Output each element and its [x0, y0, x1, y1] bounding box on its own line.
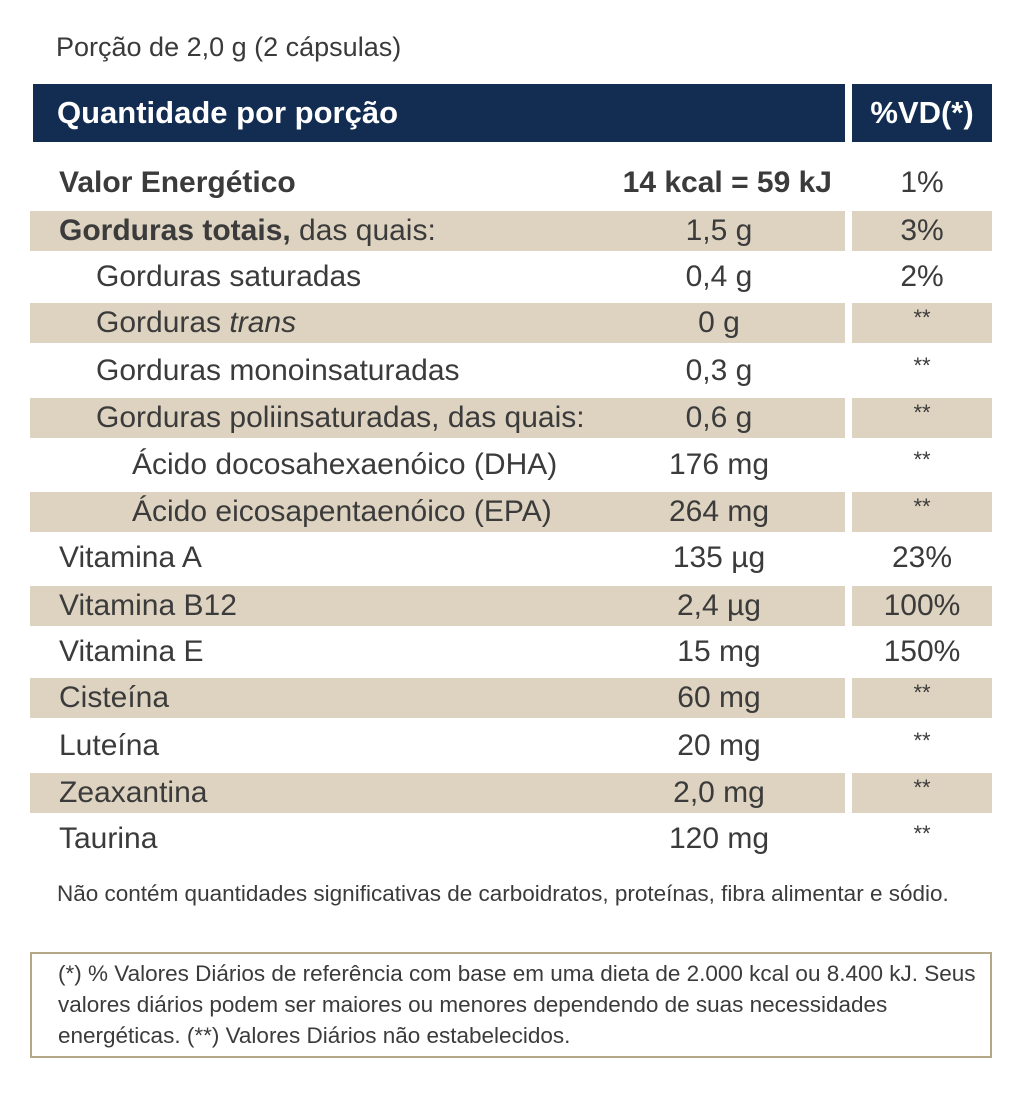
row-name: Valor Energético — [59, 166, 296, 199]
row-name: Zeaxantina — [59, 776, 208, 809]
row-name-rest: das quais: — [290, 214, 436, 247]
header-vd-label: %VD(*) — [870, 95, 974, 130]
header-vd — [852, 84, 992, 142]
row-name-italic: trans — [229, 306, 297, 339]
table-row-monounsaturated — [0, 351, 1024, 398]
row-name: Vitamina A — [59, 541, 202, 574]
row-vd: 23% — [891, 541, 953, 574]
row-qty: 14 kcal = 59 kJ — [622, 166, 832, 199]
footnote-box — [30, 952, 992, 1058]
row-vd: ** — [913, 821, 931, 846]
row-vd: ** — [913, 680, 931, 705]
table-row-polyunsaturated — [0, 398, 1024, 445]
row-name: Vitamina B12 — [59, 589, 237, 622]
row-qty: 1,5 g — [685, 214, 753, 247]
row-vd: ** — [913, 447, 931, 472]
table-row-trans-fat — [0, 303, 1024, 350]
header-quantity-label: Quantidade por porção — [57, 95, 399, 130]
table-row-vitamin-b12 — [0, 586, 1024, 633]
row-vd: 3% — [900, 214, 944, 247]
table-row-epa — [0, 492, 1024, 539]
row-name-plain: Gorduras — [96, 306, 230, 339]
header-quantity — [33, 84, 845, 142]
not-significant-note: Não contém quantidades significativas de carboidratos, proteínas, fibra alimentar e sódio. — [57, 881, 949, 906]
row-name: Ácido docosahexaenóico (DHA) — [132, 448, 558, 481]
row-vd: ** — [913, 353, 931, 378]
row-name-bold: Gorduras totais, — [59, 214, 291, 247]
row-name: Taurina — [59, 822, 158, 855]
row-name: Vitamina E — [59, 635, 204, 668]
row-name — [96, 303, 296, 343]
row-vd: 100% — [883, 589, 961, 622]
table-row-taurine — [0, 819, 1024, 866]
row-qty: 2,0 mg — [673, 776, 765, 809]
row-vd: 1% — [900, 166, 944, 199]
footnote-text: (*) % Valores Diários de referência com base em uma dieta de 2.000 kcal ou 8.400 kJ. Seus valores diários podem ser maiores ou menores dependendo de suas necessidades energéticas. (**) Valores Diários não estabelecidos. — [58, 961, 976, 1048]
row-qty: 20 mg — [677, 729, 761, 762]
table-row-vitamin-a — [0, 538, 1024, 585]
row-qty: 2,4 µg — [676, 589, 761, 622]
row-qty: 0 g — [698, 306, 740, 339]
table-row-total-fat — [0, 211, 1024, 258]
table-row-lutein — [0, 726, 1024, 773]
row-qty: 120 mg — [668, 822, 770, 855]
row-vd: 150% — [883, 635, 961, 668]
table-row-saturated-fat — [0, 257, 1024, 304]
table-row-zeaxanthin — [0, 773, 1024, 820]
row-qty: 264 mg — [668, 495, 770, 528]
row-name: Gorduras monoinsaturadas — [96, 354, 460, 387]
row-qty: 176 mg — [668, 448, 770, 481]
table-row-cysteine — [0, 678, 1024, 725]
row-name — [59, 211, 436, 251]
row-name: Cisteína — [59, 681, 170, 714]
table-row-energy — [0, 163, 1024, 210]
table-row-dha — [0, 445, 1024, 492]
row-name: Luteína — [59, 729, 160, 762]
row-vd: ** — [913, 775, 931, 800]
row-qty: 0,3 g — [685, 354, 753, 387]
row-vd: ** — [913, 305, 931, 330]
row-name: Gorduras saturadas — [96, 260, 362, 293]
table-row-vitamin-e — [0, 632, 1024, 679]
row-vd: 2% — [900, 260, 944, 293]
row-vd: ** — [913, 728, 931, 753]
row-qty: 60 mg — [677, 681, 761, 714]
row-qty: 0,6 g — [685, 401, 753, 434]
portion-size: Porção de 2,0 g (2 cápsulas) — [56, 32, 402, 62]
row-vd: ** — [913, 494, 931, 519]
row-name: Ácido eicosapentaenóico (EPA) — [132, 495, 552, 528]
row-qty: 135 µg — [672, 541, 766, 574]
row-name: Gorduras poliinsaturadas, das quais: — [96, 401, 585, 434]
row-qty: 0,4 g — [685, 260, 753, 293]
row-vd: ** — [913, 400, 931, 425]
row-qty: 15 mg — [677, 635, 761, 668]
